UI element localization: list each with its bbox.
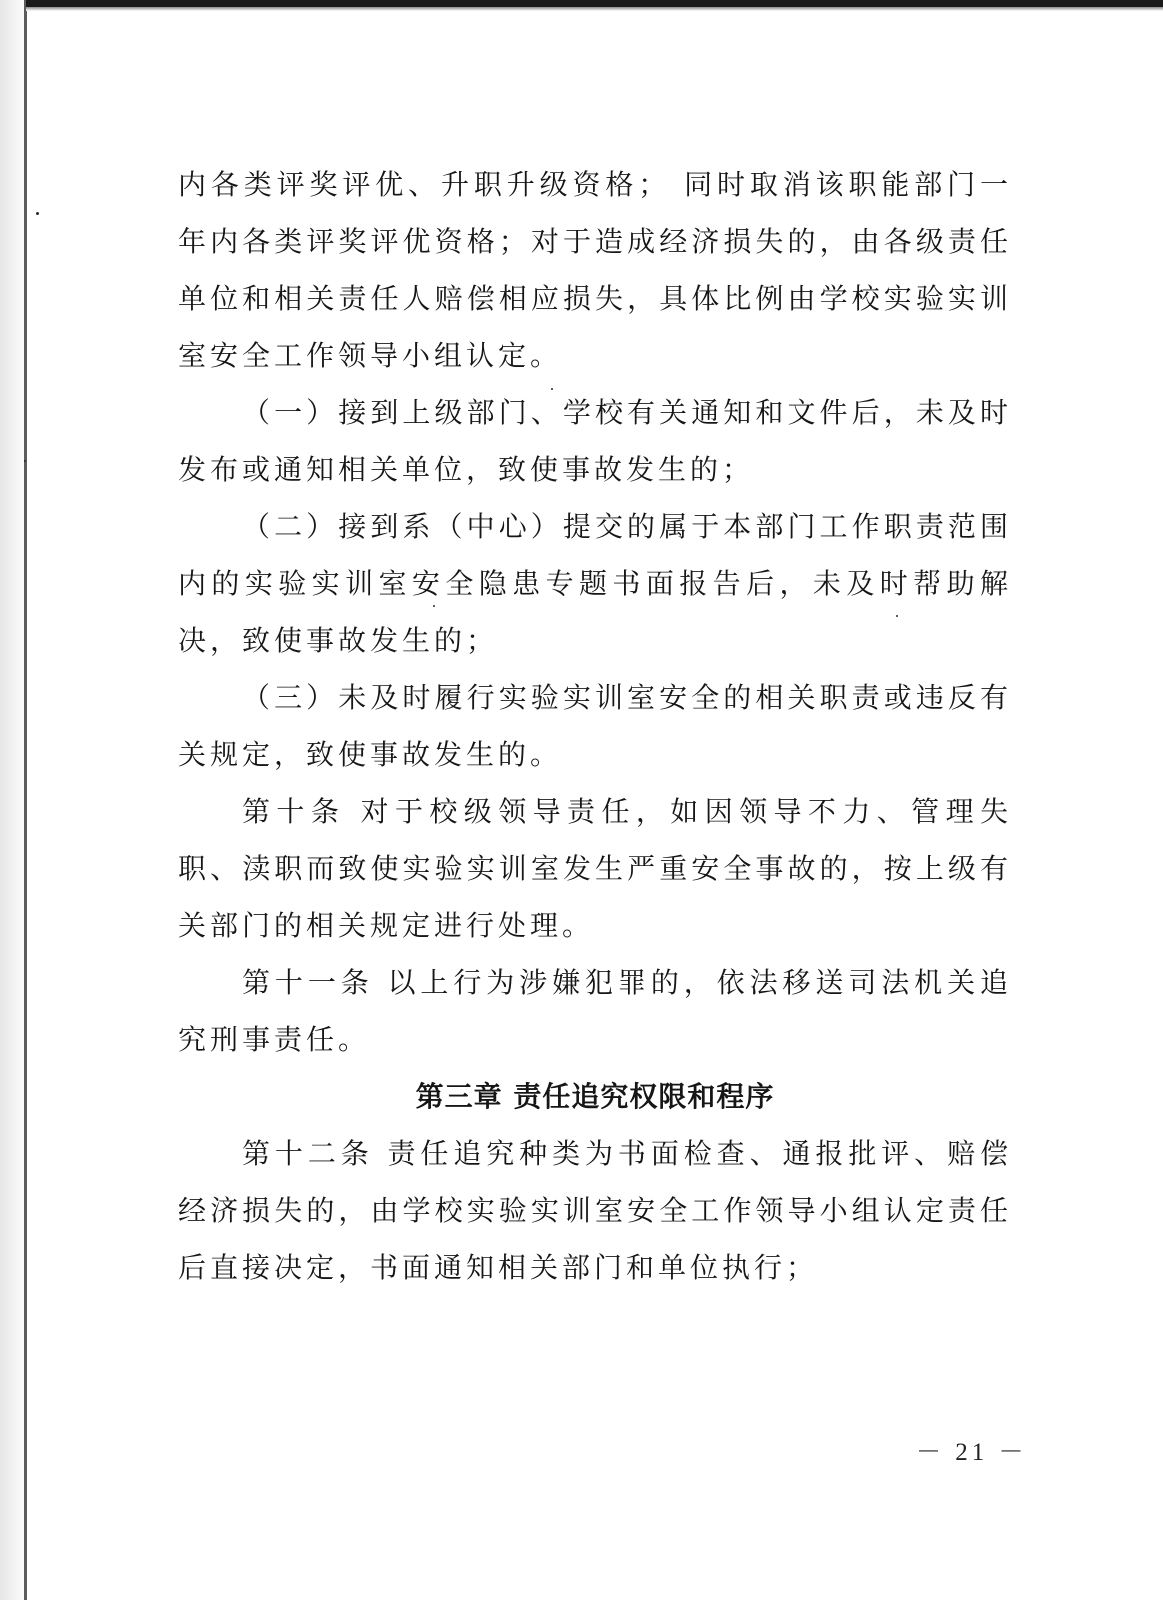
- page-number: － 21 －: [916, 1439, 1028, 1466]
- scan-shadow: [0, 0, 24, 1600]
- scan-speck: [36, 212, 39, 215]
- paragraph-item-2: （二）接到系（中心）提交的属于本部门工作职责范围内的实验实训室安全隐患专题书面报告后，未及时帮助解决，致使事故发生的；: [178, 510, 1012, 657]
- scan-top-edge: [26, 0, 1163, 7]
- document-body: [178, 156, 1012, 1296]
- paragraph-continuation: 内各类评奖评优、升职升级资格； 同时取消该职能部门一年内各类评奖评优资格；对于造成经济损失的，由各级责任单位和相关责任人赔偿相应损失，具体比例由学校实验实训室安全工作领导小组认定。: [178, 168, 1012, 372]
- article-11: 第十一条 以上行为涉嫌犯罪的，依法移送司法机关追究刑事责任。: [178, 966, 1012, 1056]
- article-12: 第十二条 责任追究种类为书面检查、通报批评、赔偿经济损失的，由学校实验实训室安全工作领导小组认定责任后直接决定，书面通知相关部门和单位执行；: [178, 1137, 1012, 1284]
- paragraph-item-1: （一）接到上级部门、学校有关通知和文件后，未及时发布或通知相关单位，致使事故发生的；: [178, 396, 1012, 486]
- scan-speck: [24, 460, 26, 462]
- scan-left-edge: [24, 0, 27, 1600]
- scan-top-shadow: [26, 7, 1163, 11]
- paragraph-item-3: （三）未及时履行实验实训室安全的相关职责或违反有关规定，致使事故发生的。: [178, 681, 1012, 771]
- chapter-title: 第三章 责任追究权限和程序: [415, 1080, 775, 1113]
- article-10: 第十条 对于校级领导责任，如因领导不力、管理失职、渎职而致使实验实训室发生严重安全事故的，按上级有关部门的相关规定进行处理。: [178, 795, 1012, 942]
